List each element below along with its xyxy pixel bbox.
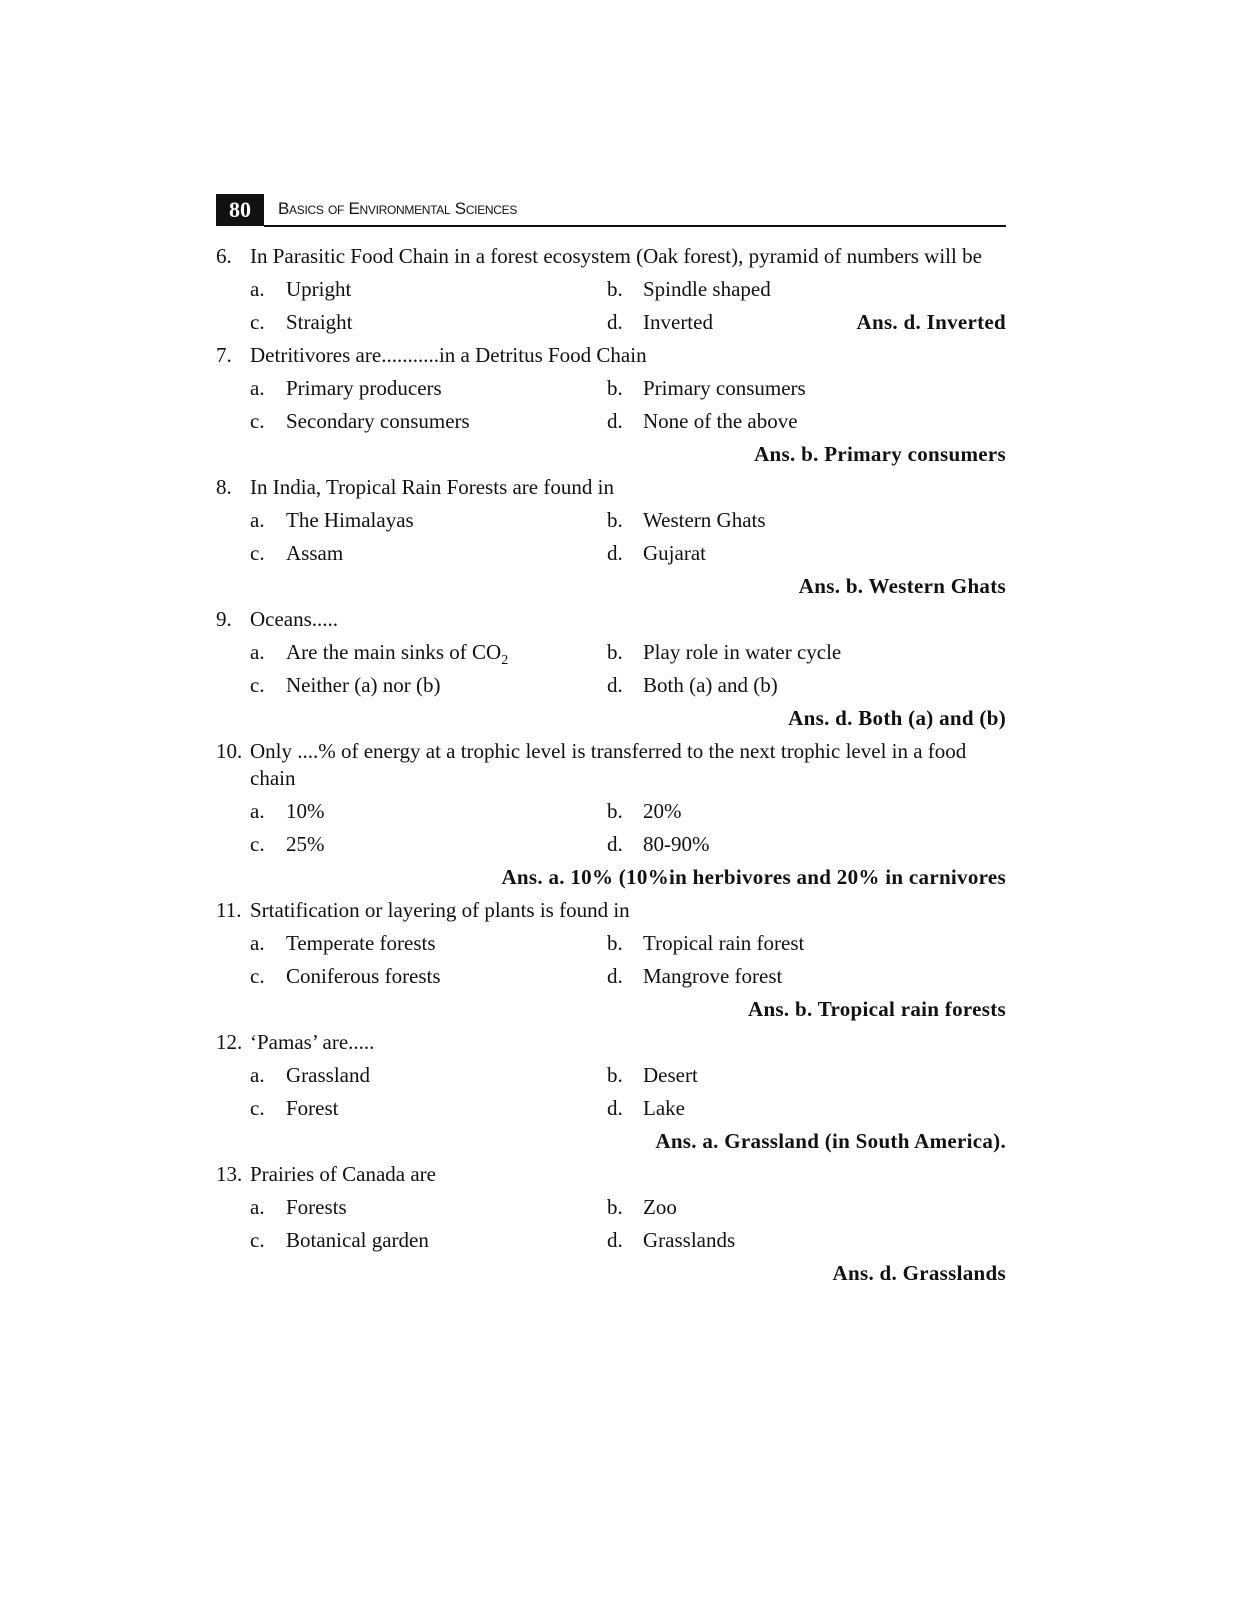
answer: Ans. b. Tropical rain forests <box>747 997 1006 1021</box>
option-a: a. Forests <box>250 1195 347 1219</box>
answer: Ans. d. Grasslands <box>832 1261 1006 1285</box>
question-text: Detritivores are...........in a Detritus Food Chain <box>250 343 647 367</box>
answer: Ans. a. 10% (10%in herbivores and 20% in carnivores <box>501 865 1006 889</box>
question-number: 10. <box>216 739 243 763</box>
question-text: Only ....% of energy at a trophic level is transferred to the next trophic level in a food chain <box>250 739 967 790</box>
option-b: b. Desert <box>607 1063 698 1087</box>
page-header <box>216 194 1006 230</box>
option-d: d. 80-90% <box>607 832 710 856</box>
option-c: c. Neither (a) nor (b) <box>250 673 441 697</box>
question-number: 11. <box>216 898 242 922</box>
question-number: 8. <box>216 475 232 499</box>
option-d: d. Lake <box>607 1096 685 1120</box>
question-12 <box>216 1026 1006 1158</box>
question-text: ‘Pamas’ are..... <box>250 1030 375 1054</box>
option-d: d. Gujarat <box>607 541 706 565</box>
option-d: d. Mangrove forest <box>607 964 783 988</box>
option-a: a. 10% <box>250 799 325 823</box>
option-b: b. Zoo <box>607 1195 677 1219</box>
option-c: c. Assam <box>250 541 344 565</box>
answer: Ans. b. Western Ghats <box>798 574 1006 598</box>
option-c: c. Secondary consumers <box>250 409 470 433</box>
question-number: 6. <box>216 244 232 268</box>
question-10 <box>216 735 1006 894</box>
answer: Ans. d. Inverted <box>856 310 1006 334</box>
question-text: In Parasitic Food Chain in a forest ecosystem (Oak forest), pyramid of numbers will be <box>250 244 982 268</box>
question-8 <box>216 471 1006 603</box>
option-b: b. Western Ghats <box>607 508 766 532</box>
option-d: d. Grasslands <box>607 1228 736 1252</box>
option-a: a. Are the main sinks of $CO_2$ <box>250 640 509 668</box>
option-b: b. Primary consumers <box>607 376 806 400</box>
answer: Ans. d. Both (a) and (b) <box>788 706 1006 730</box>
option-d: d. Inverted <box>607 310 713 334</box>
option-a: a. Primary producers <box>250 376 442 400</box>
option-b: b. 20% <box>607 799 682 823</box>
answer: Ans. a. Grassland (in South America). <box>655 1129 1006 1153</box>
question-text: In India, Tropical Rain Forests are found in <box>250 475 614 499</box>
question-number: 12. <box>216 1030 243 1054</box>
question-11 <box>216 894 1006 1026</box>
option-d: d. Both (a) and (b) <box>607 673 778 697</box>
option-a: a. The Himalayas <box>250 508 414 532</box>
question-6 <box>216 240 1006 339</box>
question-number: 13. <box>216 1162 243 1186</box>
option-a: a. Grassland <box>250 1063 370 1087</box>
question-list <box>216 240 1006 1290</box>
book-title: Basics of Environmental Sciences <box>278 199 518 218</box>
option-b: b. Spindle shaped <box>607 277 771 301</box>
question-text: Prairies of Canada are <box>250 1162 436 1186</box>
header-rule <box>264 225 1006 227</box>
option-c: c. Forest <box>250 1096 339 1120</box>
option-c: c. 25% <box>250 832 325 856</box>
question-text: Srtatification or layering of plants is found in <box>250 898 630 922</box>
option-a: a. Temperate forests <box>250 931 436 955</box>
option-c: c. Botanical garden <box>250 1228 429 1252</box>
question-7 <box>216 339 1006 471</box>
option-a: a. Upright <box>250 277 352 301</box>
option-d: d. None of the above <box>607 409 798 433</box>
question-9 <box>216 603 1006 735</box>
question-number: 7. <box>216 343 232 367</box>
option-b: b. Play role in water cycle <box>607 640 842 664</box>
question-13 <box>216 1158 1006 1290</box>
option-b: b. Tropical rain forest <box>607 931 805 955</box>
page-number: 80 <box>216 194 264 226</box>
answer: Ans. b. Primary consumers <box>754 442 1006 466</box>
question-text: Oceans..... <box>250 607 339 631</box>
option-c: c. Straight <box>250 310 353 334</box>
option-c: c. Coniferous forests <box>250 964 441 988</box>
subscript: 2 <box>501 653 509 668</box>
question-number: 9. <box>216 607 232 631</box>
